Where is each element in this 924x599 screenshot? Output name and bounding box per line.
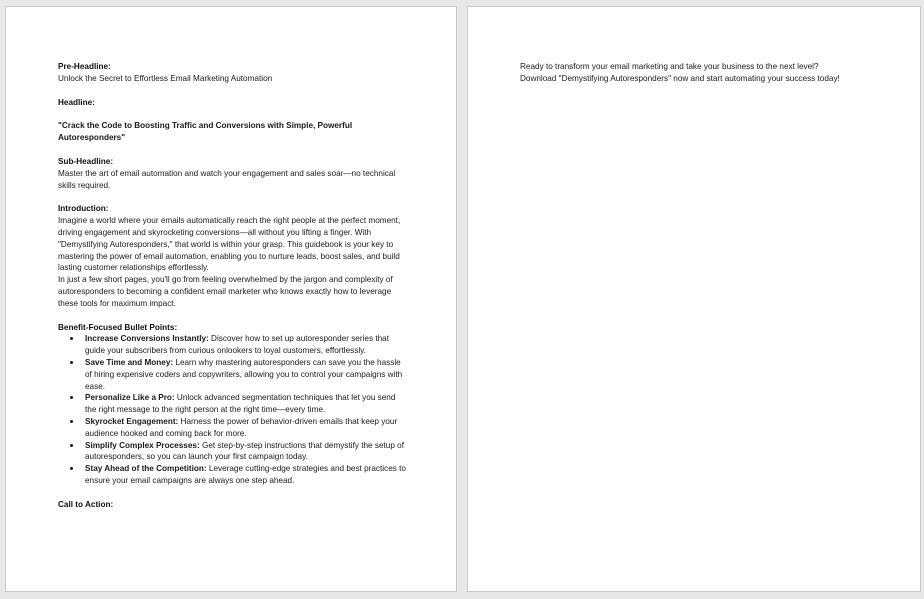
- introduction-label: Introduction:: [58, 204, 109, 214]
- bullet-lead: Increase Conversions Instantly:: [85, 334, 209, 344]
- bullet-text: Harness the power of behavior-driven emails that keep your audience hooked and coming back for more.: [85, 416, 398, 438]
- pre-headline-text: Unlock the Secret to Effortless Email Marketing Automation: [58, 73, 273, 83]
- bullet-text: Leverage cutting-edge strategies and best practices to ensure your email campaigns are always one step ahead.: [85, 464, 406, 485]
- bullets-label: Benefit-Focused Bullet Points:: [58, 322, 178, 332]
- bullet-text: Learn why mastering autoresponders can save you the hassle of hiring expensive coders and copywriters, allowing you to control your campaigns with ease.: [85, 357, 403, 391]
- bullet-lead: Personalize Like a Pro:: [85, 393, 175, 403]
- bullet-dot-icon: [70, 467, 73, 470]
- page-1-content: [58, 61, 408, 511]
- introduction-paragraph-2: In just a few short pages, you'll go from feeling overwhelmed by the jargon and complexity of autoresponders to becoming a confident email marketer who knows exactly how to leverage these tools for maximum impact.: [58, 275, 393, 308]
- bullet-dot-icon: [70, 361, 73, 364]
- bullet-lead: Skyrocket Engagement:: [85, 416, 179, 426]
- bullet-lead: Stay Ahead of the Competition:: [85, 464, 207, 474]
- document-page-1[interactable]: [5, 6, 457, 592]
- headline-text: "Crack the Code to Boosting Traffic and Conversions with Simple, Powerful Autoresponders": [58, 121, 353, 143]
- bullet-text: Get step-by-step instructions that demystify the setup of autoresponders, so you can launch your first campaign today.: [85, 440, 404, 462]
- document-page-2[interactable]: [467, 6, 921, 592]
- bullet-text: Discover how to set up autoresponder series that guide your subscribers from curious onlookers to loyal customers, effortlessly.: [85, 334, 389, 356]
- sub-headline-text: Master the art of email automation and watch your engagement and sales soar—no technical skills required.: [58, 168, 396, 190]
- page-2-content: [520, 61, 855, 85]
- sub-headline-label: Sub-Headline:: [58, 156, 114, 166]
- bullet-item: [58, 416, 408, 440]
- bullet-item: [58, 357, 408, 392]
- bullet-item: [58, 333, 408, 357]
- bullet-dot-icon: [70, 420, 73, 423]
- bullet-lead: Save Time and Money:: [85, 357, 174, 367]
- benefit-bullet-list: [58, 333, 408, 486]
- bullet-dot-icon: [70, 396, 73, 399]
- bullet-lead: Simplify Complex Processes:: [85, 440, 200, 450]
- bullet-item: [58, 440, 408, 464]
- bullet-dot-icon: [70, 444, 73, 447]
- call-to-action-text: Ready to transform your email marketing and take your business to the next level? Download "Demystifying Autoresponders" now and start automating your success today!: [520, 62, 840, 83]
- bullet-item: [58, 392, 408, 416]
- bullet-item: [58, 463, 408, 487]
- introduction-paragraph-1: Imagine a world where your emails automatically reach the right people at the perfect moment, driving engagement and skyrocketing conversions—all without you lifting a finger. With "Demystifying Autoresponders," that world is within your grasp. This guidebook is your key to mastering the power of email automation, enabling you to nurture leads, boost sales, and build lasting customer relationships effortlessly.: [58, 216, 401, 273]
- pre-headline-label: Pre-Headline:: [58, 62, 111, 71]
- bullet-dot-icon: [70, 337, 73, 340]
- bullet-text: Unlock advanced segmentation techniques that let you send the right message to the right person at the right time—every time.: [85, 393, 396, 415]
- headline-label: Headline:: [58, 97, 95, 107]
- call-to-action-label: Call to Action:: [58, 499, 114, 509]
